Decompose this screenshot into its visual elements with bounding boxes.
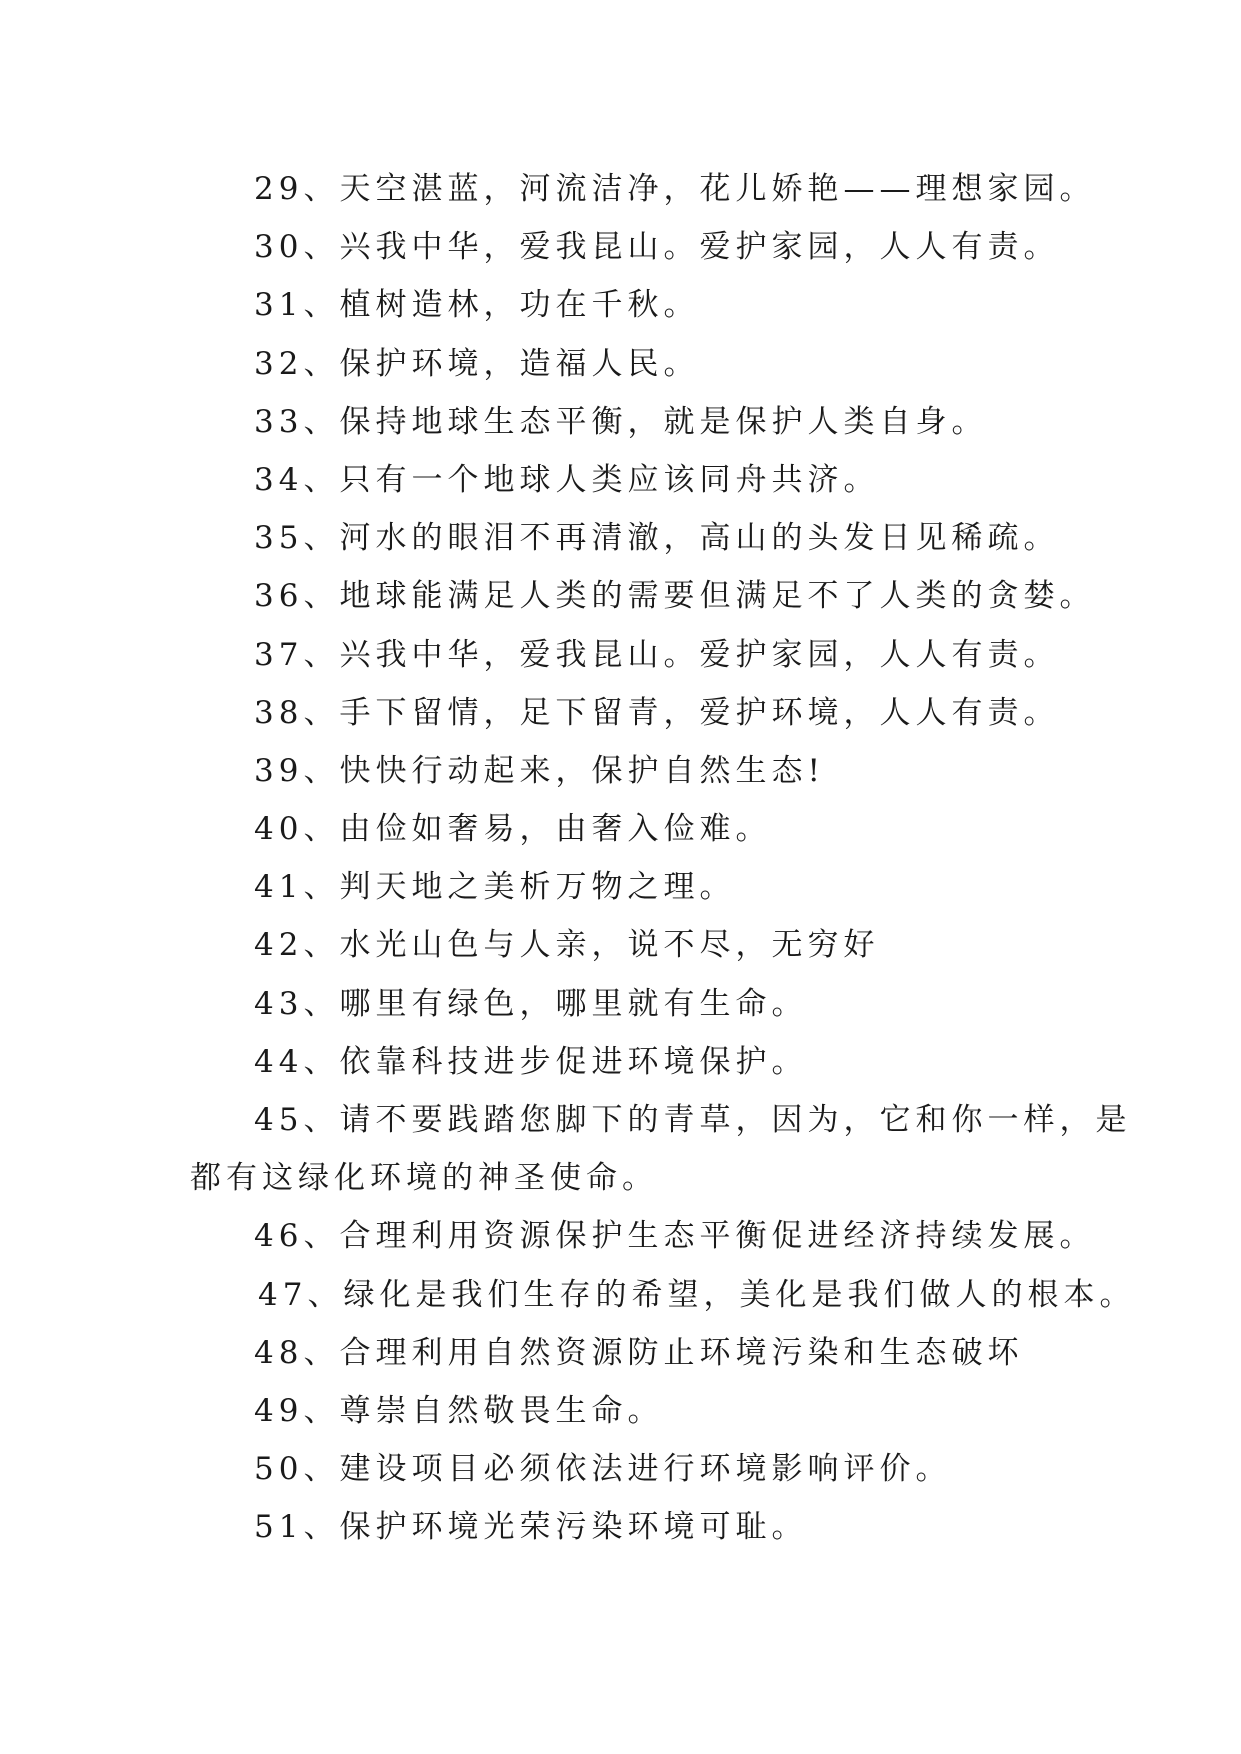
text-line: 37、兴我中华，爱我昆山。爱护家园，人人有责。 [254, 636, 1060, 673]
text-line: 44、依靠科技进步促进环境保护。 [254, 1043, 808, 1080]
text-line: 45、请不要践踏您脚下的青草，因为，它和你一样，是 [254, 1102, 1132, 1138]
text-line: 29、天空湛蓝，河流洁净，花儿娇艳——理想家园。 [254, 171, 1096, 207]
text-line-continuation: 都有这绿化环境的神圣使命。 [190, 1160, 658, 1197]
text-line: 47、绿化是我们生存的希望，美化是我们做人的根本。 [258, 1276, 1136, 1313]
text-line: 33、保持地球生态平衡，就是保护人类自身。 [254, 403, 988, 440]
text-line: 34、只有一个地球人类应该同舟共济。 [254, 461, 880, 498]
text-line: 41、判天地之美析万物之理。 [254, 869, 736, 906]
text-line: 48、合理利用自然资源防止环境污染和生态破坏 [254, 1334, 1024, 1371]
text-line: 50、建设项目必须依法进行环境影响评价。 [254, 1451, 952, 1488]
text-line: 30、兴我中华，爱我昆山。爱护家园，人人有责。 [254, 229, 1060, 266]
text-line: 43、哪里有绿色，哪里就有生命。 [254, 985, 808, 1022]
text-line: 39、快快行动起来，保护自然生态! [254, 752, 825, 789]
text-line: 51、保护环境光荣污染环境可耻。 [254, 1509, 808, 1546]
text-line: 40、由俭如奢易，由奢入俭难。 [254, 811, 772, 848]
text-line: 36、地球能满足人类的需要但满足不了人类的贪婪。 [254, 578, 1096, 615]
text-line: 42、水光山色与人亲，说不尽，无穷好 [254, 927, 880, 964]
text-line: 31、植树造林，功在千秋。 [254, 287, 700, 324]
text-line: 46、合理利用资源保护生态平衡促进经济持续发展。 [254, 1218, 1096, 1255]
document-body [190, 160, 1136, 1557]
text-line: 49、尊崇自然敬畏生命。 [254, 1392, 664, 1429]
text-line: 35、河水的眼泪不再清澈，高山的头发日见稀疏。 [254, 520, 1060, 557]
text-line: 38、手下留情，足下留青，爱护环境，人人有责。 [254, 694, 1060, 731]
text-line: 32、保护环境，造福人民。 [254, 345, 700, 382]
